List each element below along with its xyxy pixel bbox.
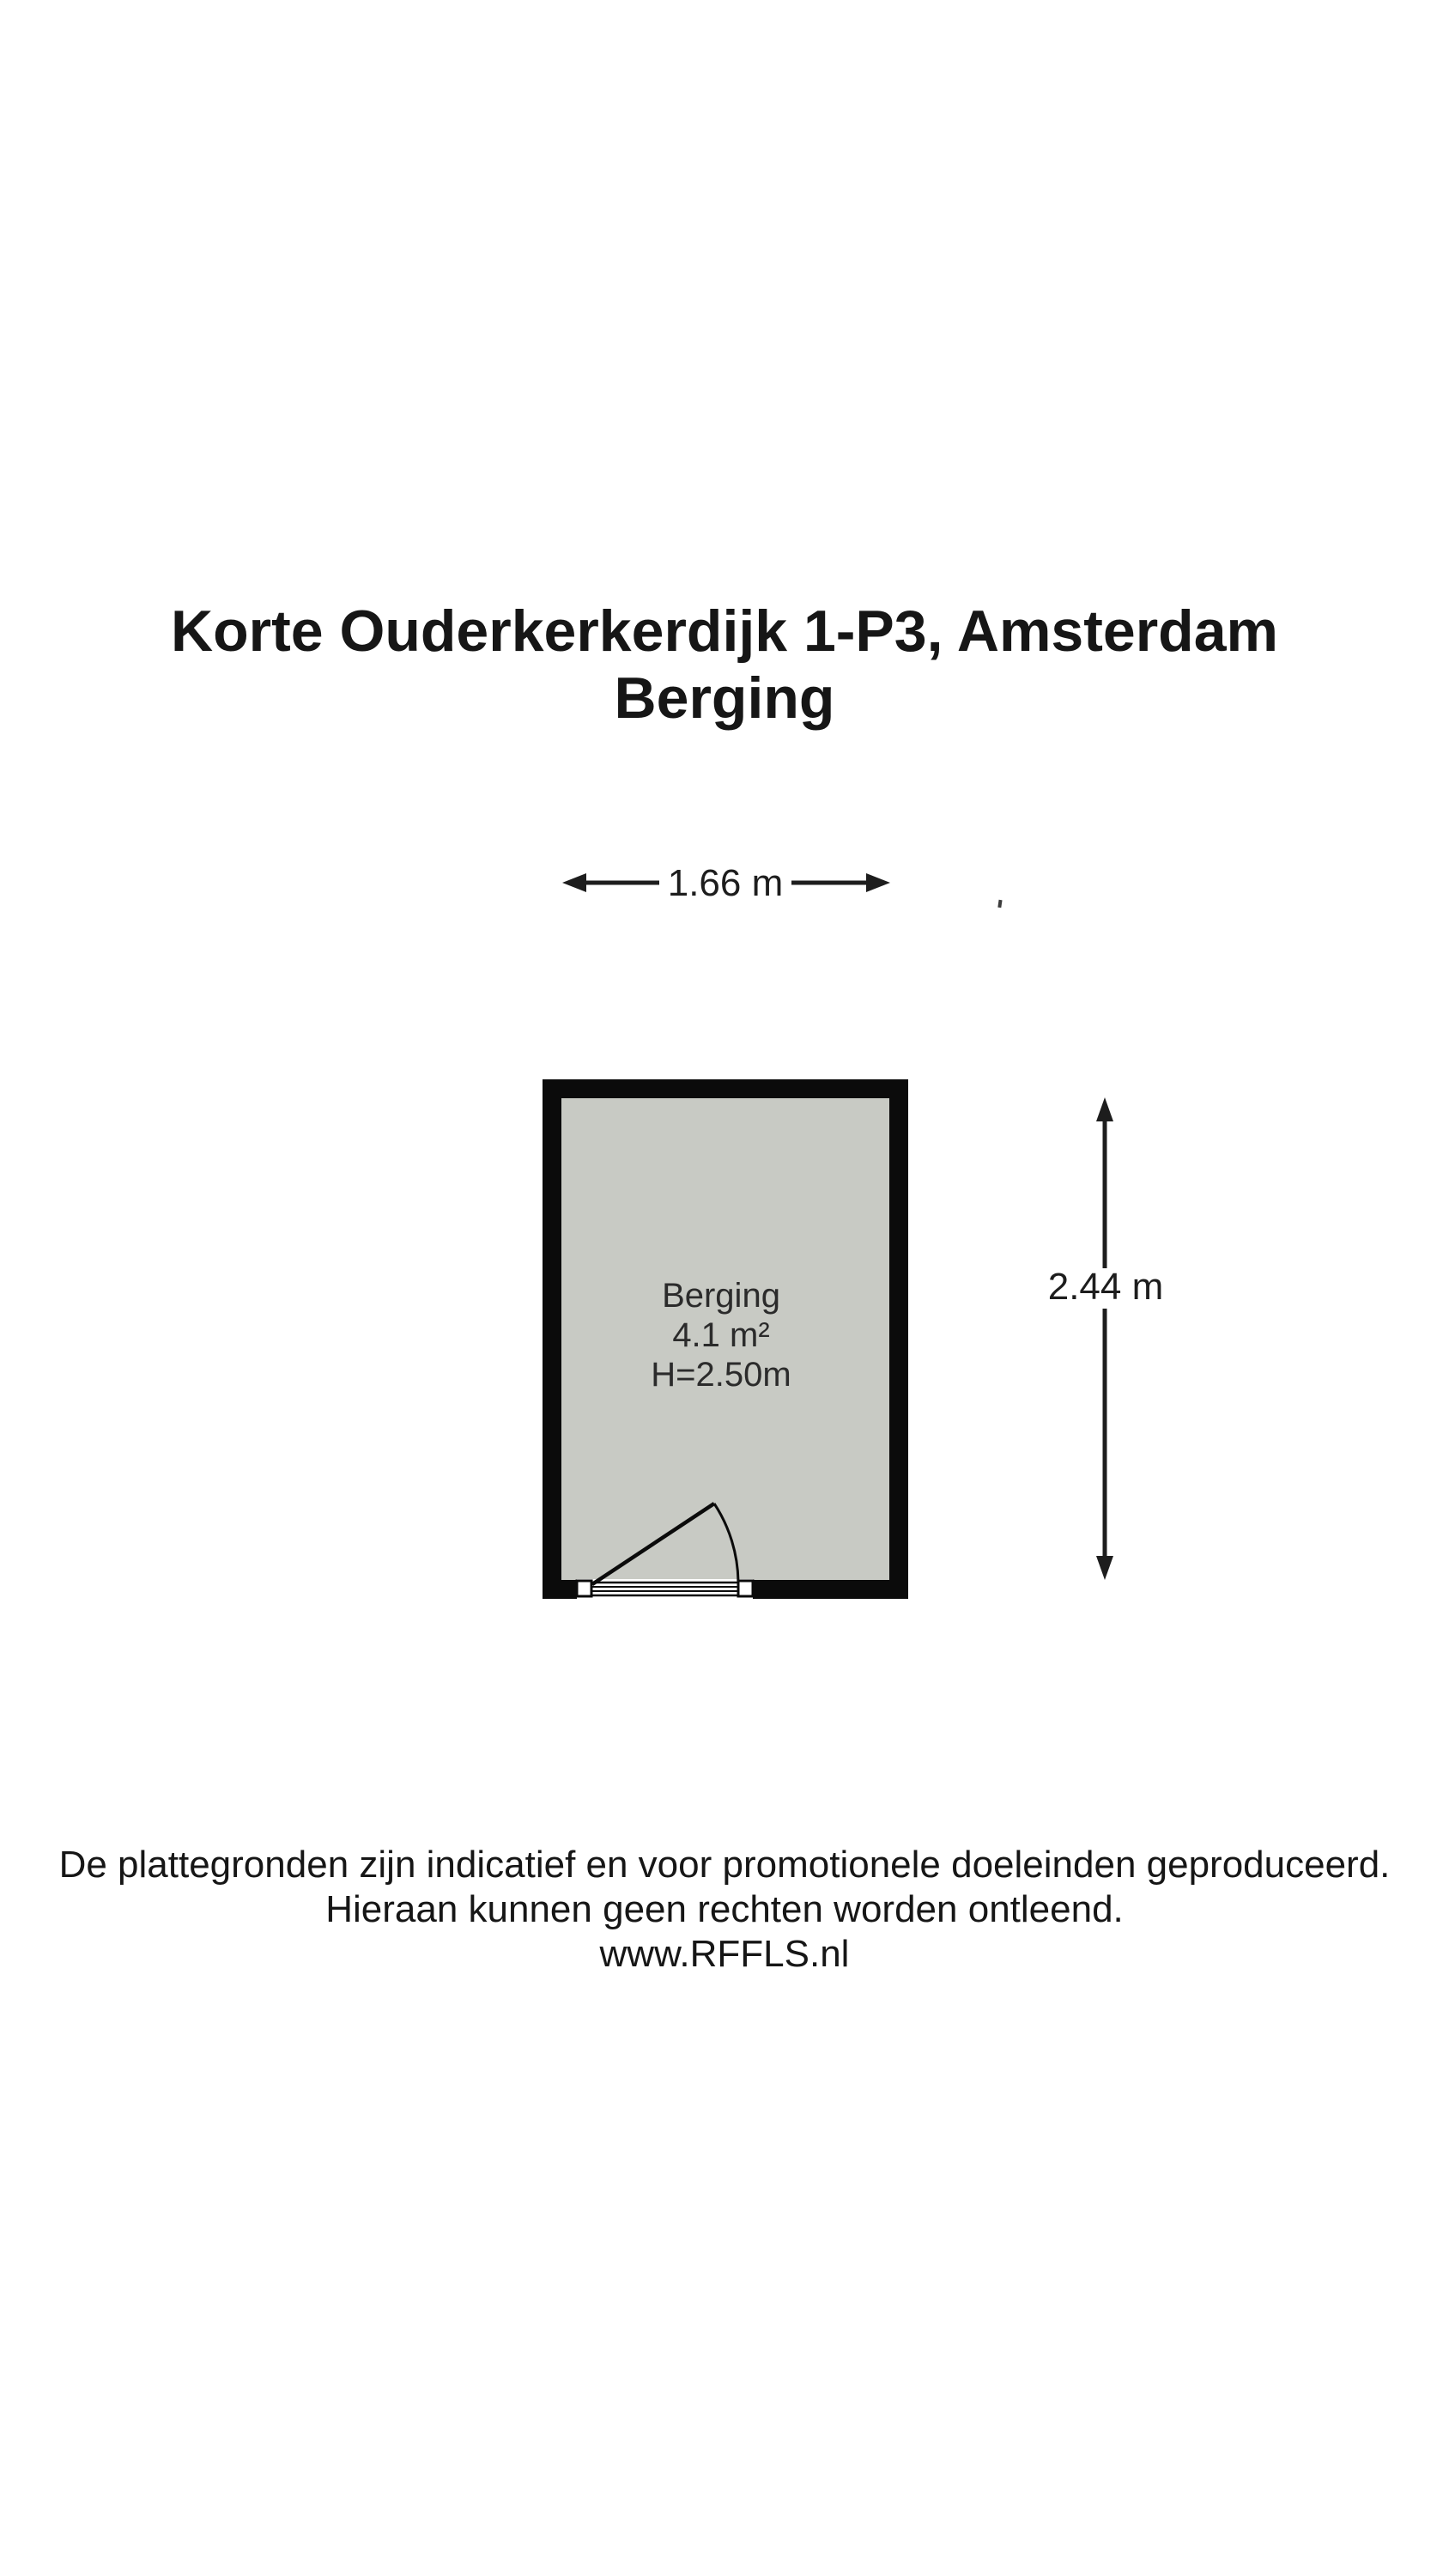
disclaimer-line-1: De plattegronden zijn indicatief en voor promotionele doeleinden geproduceerd. <box>58 1844 1391 1886</box>
room-ceiling-height-label: H=2.50m <box>651 1356 791 1394</box>
room-area-label: 4.1 m² <box>672 1316 770 1354</box>
width-dim-left-arrowhead <box>562 873 586 892</box>
stray-mark <box>997 900 1002 908</box>
room-name-label: Berging <box>662 1277 780 1315</box>
door-post-left <box>577 1581 591 1596</box>
website-url: www.RFFLS.nl <box>599 1933 850 1975</box>
door-threshold <box>591 1583 739 1595</box>
width-dimension <box>562 862 890 904</box>
height-dim-label: 2.44 m <box>1047 1266 1164 1308</box>
door-post-right <box>738 1581 753 1596</box>
width-dim-right-arrowhead <box>866 873 890 892</box>
disclaimer-line-2: Hieraan kunnen geen rechten worden ontleend. <box>325 1888 1124 1930</box>
disclaimer <box>0 1843 1449 1977</box>
title-address: Korte Ouderkerkerdijk 1-P3, Amsterdam <box>171 598 1278 664</box>
height-dim-bottom-arrowhead <box>1096 1556 1113 1580</box>
width-dim-label: 1.66 m <box>667 862 784 904</box>
height-dim-top-arrowhead <box>1096 1097 1113 1121</box>
room-berging <box>543 1079 908 1600</box>
height-dimension <box>1048 1097 1164 1580</box>
title-room-name: Berging <box>614 665 835 731</box>
